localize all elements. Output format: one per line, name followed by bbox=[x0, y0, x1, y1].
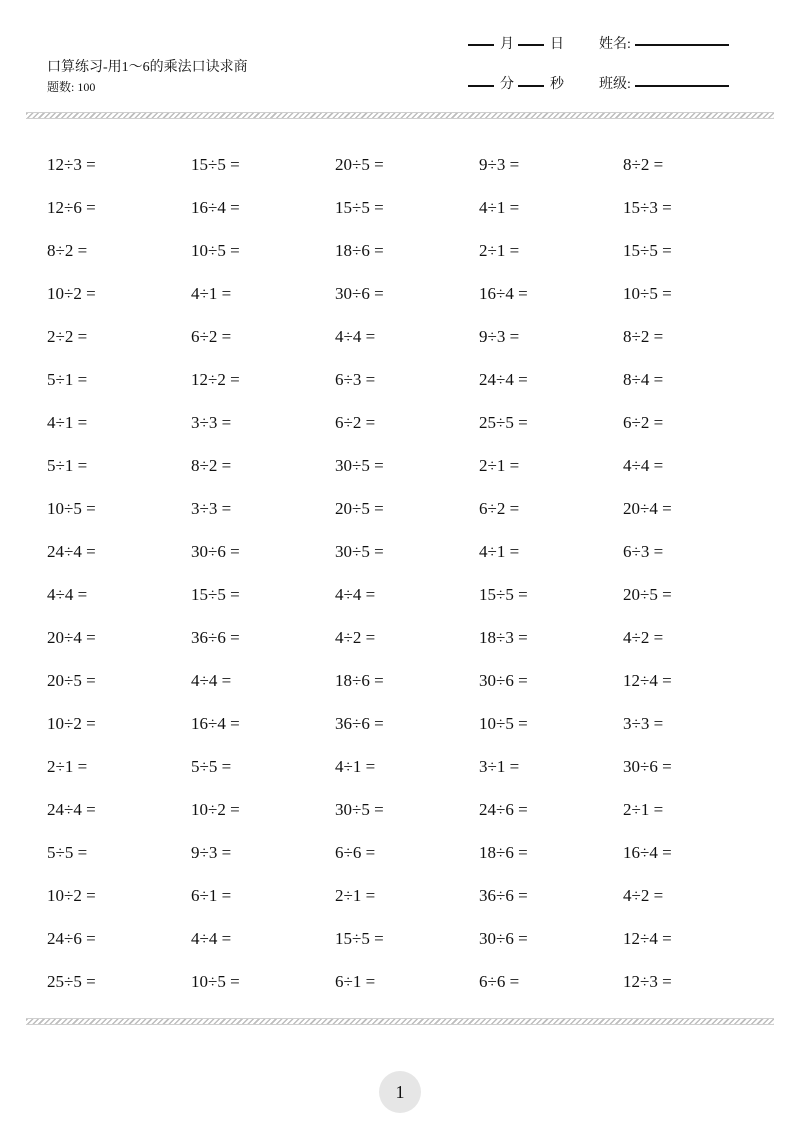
problem-item: 8÷2 = bbox=[623, 155, 664, 174]
problem-item: 4÷2 = bbox=[623, 886, 664, 905]
top-divider bbox=[26, 112, 774, 119]
problem-item: 12÷4 = bbox=[623, 929, 672, 948]
problem-item: 4÷1 = bbox=[191, 284, 232, 303]
problem-item: 10÷2 = bbox=[191, 800, 240, 819]
problem-item: 30÷6 = bbox=[623, 757, 672, 776]
problem-item: 30÷6 = bbox=[335, 284, 384, 303]
problem-item: 10÷5 = bbox=[623, 284, 672, 303]
problem-item: 20÷4 = bbox=[623, 499, 672, 518]
problem-item: 3÷3 = bbox=[191, 413, 232, 432]
problem-item: 12÷2 = bbox=[191, 370, 240, 389]
second-blank[interactable] bbox=[518, 85, 544, 87]
problem-item: 36÷6 = bbox=[335, 714, 384, 733]
problem-item: 2÷1 = bbox=[623, 800, 664, 819]
problem-item: 10÷5 = bbox=[47, 499, 96, 518]
problem-item: 6÷3 = bbox=[623, 542, 664, 561]
problem-item: 12÷3 = bbox=[623, 972, 672, 991]
problem-item: 9÷3 = bbox=[479, 155, 520, 174]
problem-item: 4÷4 = bbox=[47, 585, 88, 604]
class-label: 班级: bbox=[599, 77, 631, 92]
problem-item: 4÷4 = bbox=[191, 929, 232, 948]
bottom-divider bbox=[26, 1018, 774, 1025]
problem-item: 16÷4 = bbox=[191, 714, 240, 733]
minute-label: 分 bbox=[500, 77, 514, 92]
problem-item: 15÷5 = bbox=[623, 241, 672, 260]
problem-item: 8÷4 = bbox=[623, 370, 664, 389]
worksheet-title: 口算练习-用1～6的乘法口诀求商 bbox=[47, 60, 248, 75]
problem-item: 6÷6 = bbox=[335, 843, 376, 862]
name-blank[interactable] bbox=[635, 44, 729, 46]
problem-item: 3÷3 = bbox=[191, 499, 232, 518]
problem-item: 36÷6 = bbox=[479, 886, 528, 905]
problem-item: 12÷3 = bbox=[47, 155, 96, 174]
problem-item: 2÷2 = bbox=[47, 327, 88, 346]
problem-item: 18÷6 = bbox=[335, 671, 384, 690]
problem-item: 30÷5 = bbox=[335, 542, 384, 561]
day-blank[interactable] bbox=[518, 44, 544, 46]
problem-item: 10÷5 = bbox=[479, 714, 528, 733]
problem-item: 4÷2 = bbox=[335, 628, 376, 647]
name-label: 姓名: bbox=[599, 37, 631, 52]
problem-item: 25÷5 = bbox=[479, 413, 528, 432]
problem-item: 6÷1 = bbox=[191, 886, 232, 905]
problem-item: 6÷2 = bbox=[191, 327, 232, 346]
page-number-badge: 1 bbox=[379, 1071, 421, 1113]
problem-item: 18÷6 = bbox=[479, 843, 528, 862]
problem-item: 24÷4 = bbox=[47, 800, 96, 819]
problem-item: 4÷1 = bbox=[335, 757, 376, 776]
problem-item: 5÷1 = bbox=[47, 456, 88, 475]
problem-item: 16÷4 = bbox=[623, 843, 672, 862]
problem-item: 15÷3 = bbox=[623, 198, 672, 217]
problem-item: 6÷6 = bbox=[479, 972, 520, 991]
problem-item: 8÷2 = bbox=[623, 327, 664, 346]
problem-item: 4÷1 = bbox=[47, 413, 88, 432]
problem-item: 20÷5 = bbox=[335, 499, 384, 518]
month-blank[interactable] bbox=[468, 44, 494, 46]
problem-item: 18÷6 = bbox=[335, 241, 384, 260]
problem-item: 25÷5 = bbox=[47, 972, 96, 991]
problem-item: 24÷4 = bbox=[47, 542, 96, 561]
problem-item: 12÷6 = bbox=[47, 198, 96, 217]
problem-item: 30÷6 = bbox=[191, 542, 240, 561]
problem-item: 2÷1 = bbox=[479, 456, 520, 475]
problem-item: 10÷2 = bbox=[47, 284, 96, 303]
problem-item: 6÷1 = bbox=[335, 972, 376, 991]
problem-item: 15÷5 = bbox=[335, 929, 384, 948]
problem-item: 8÷2 = bbox=[191, 456, 232, 475]
problem-item: 30÷6 = bbox=[479, 929, 528, 948]
second-label: 秒 bbox=[550, 77, 564, 92]
problem-item: 3÷3 = bbox=[623, 714, 664, 733]
problem-item: 4÷2 = bbox=[623, 628, 664, 647]
problem-item: 15÷5 = bbox=[191, 155, 240, 174]
class-blank[interactable] bbox=[635, 85, 729, 87]
problem-item: 6÷2 = bbox=[623, 413, 664, 432]
problem-item: 4÷1 = bbox=[479, 542, 520, 561]
problem-item: 9÷3 = bbox=[191, 843, 232, 862]
problem-item: 9÷3 = bbox=[479, 327, 520, 346]
problem-item: 30÷5 = bbox=[335, 456, 384, 475]
problem-item: 10÷2 = bbox=[47, 886, 96, 905]
problem-item: 4÷4 = bbox=[335, 327, 376, 346]
problem-item: 30÷5 = bbox=[335, 800, 384, 819]
minute-blank[interactable] bbox=[468, 85, 494, 87]
problem-item: 30÷6 = bbox=[479, 671, 528, 690]
problem-item: 16÷4 = bbox=[191, 198, 240, 217]
problem-item: 10÷2 = bbox=[47, 714, 96, 733]
problem-item: 10÷5 = bbox=[191, 972, 240, 991]
problem-item: 4÷1 = bbox=[479, 198, 520, 217]
problem-item: 24÷4 = bbox=[479, 370, 528, 389]
problem-item: 2÷1 = bbox=[479, 241, 520, 260]
problem-item: 5÷1 = bbox=[47, 370, 88, 389]
problem-item: 12÷4 = bbox=[623, 671, 672, 690]
month-label: 月 bbox=[500, 37, 514, 52]
problem-item: 15÷5 = bbox=[479, 585, 528, 604]
problem-item: 8÷2 = bbox=[47, 241, 88, 260]
problem-item: 3÷1 = bbox=[479, 757, 520, 776]
problem-item: 6÷2 = bbox=[479, 499, 520, 518]
problem-count: 题数: 100 bbox=[47, 80, 96, 94]
problem-item: 4÷4 = bbox=[335, 585, 376, 604]
problem-item: 20÷5 = bbox=[623, 585, 672, 604]
problem-item: 5÷5 = bbox=[47, 843, 88, 862]
problem-item: 20÷5 = bbox=[47, 671, 96, 690]
problem-item: 15÷5 = bbox=[191, 585, 240, 604]
problem-grid bbox=[47, 143, 767, 1003]
problem-item: 2÷1 = bbox=[47, 757, 88, 776]
problem-item: 6÷2 = bbox=[335, 413, 376, 432]
day-label: 日 bbox=[550, 37, 564, 52]
problem-item: 6÷3 = bbox=[335, 370, 376, 389]
problem-item: 18÷3 = bbox=[479, 628, 528, 647]
problem-item: 16÷4 = bbox=[479, 284, 528, 303]
problem-item: 2÷1 = bbox=[335, 886, 376, 905]
problem-item: 4÷4 = bbox=[623, 456, 664, 475]
problem-item: 24÷6 = bbox=[479, 800, 528, 819]
problem-item: 20÷4 = bbox=[47, 628, 96, 647]
problem-item: 20÷5 = bbox=[335, 155, 384, 174]
problem-item: 36÷6 = bbox=[191, 628, 240, 647]
problem-item: 24÷6 = bbox=[47, 929, 96, 948]
problem-item: 5÷5 = bbox=[191, 757, 232, 776]
problem-item: 10÷5 = bbox=[191, 241, 240, 260]
problem-item: 15÷5 = bbox=[335, 198, 384, 217]
problem-item: 4÷4 = bbox=[191, 671, 232, 690]
